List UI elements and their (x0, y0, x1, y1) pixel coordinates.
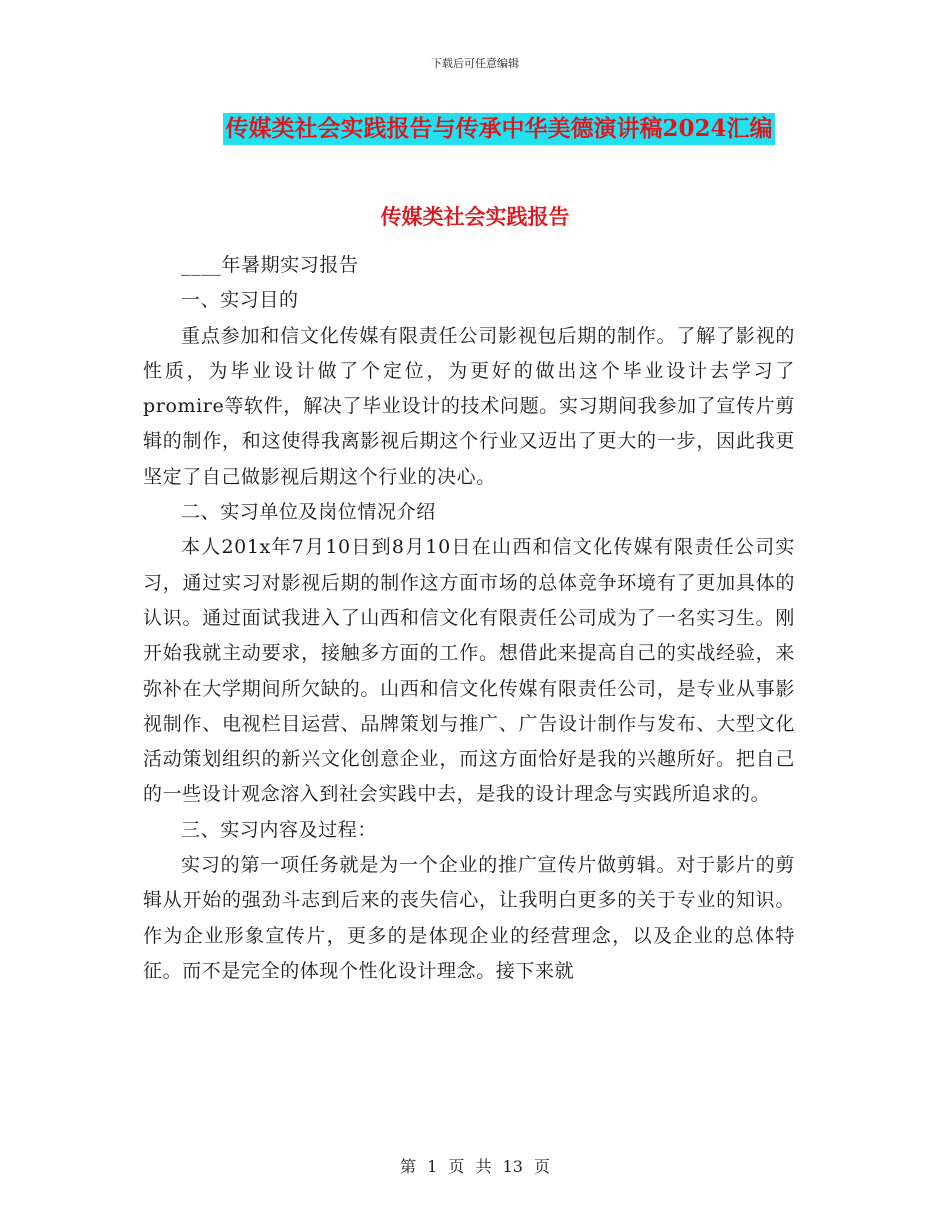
paragraph-purpose: 重点参加和信文化传媒有限责任公司影视包后期的制作。了解了影视的性质，为毕业设计做了个定位，为更好的做出这个毕业设计去学习了promire等软件，解决了毕业设计的技术问题。实习期间我参加了宣传片剪辑的制作，和这使得我离影视后期这个行业又迈出了更大的一步，因此我更坚定了自己做影视后期这个行业的决心。 (143, 324, 795, 488)
paragraph-content: 实习的第一项任务就是为一个企业的推广宣传片做剪辑。对于影片的剪辑从开始的强劲斗志到后来的丧失信心，让我明白更多的关于专业的知识。作为企业形象宣传片，更多的是体现企业的经营理念，以及企业的总体特征。而不是完全的体现个性化设计理念。接下来就 (143, 854, 795, 982)
page-number-footer: 第 1 页 共 13 页 (400, 1157, 550, 1176)
main-title-container (0, 113, 950, 145)
page-header-note: 下载后可任意编辑 (431, 57, 519, 70)
report-year-line: ____年暑期实习报告 (181, 254, 359, 276)
section-title: 传媒类社会实践报告 (380, 204, 570, 229)
main-title: 传媒类社会实践报告与传承中华美德演讲稿2024汇编 (223, 113, 774, 145)
heading-content: 三、实习内容及过程： (181, 818, 378, 841)
document-body (143, 248, 795, 989)
heading-unit: 二、实习单位及岗位情况介绍 (181, 501, 436, 524)
paragraph-unit: 本人201x年7月10日到8月10日在山西和信文化传媒有限责任公司实习，通过实习对影视后期的制作这方面市场的总体竞争环境有了更加具体的认识。通过面试我进入了山西和信文化有限责任公司成为了一名实习生。刚开始我就主动要求，接触多方面的工作。想借此来提高自己的实战经验，来弥补在大学期间所欠缺的。山西和信文化传媒有限责任公司，是专业从事影视制作、电视栏目运营、品牌策划与推广、广告设计制作与发布、大型文化活动策划组织的新兴文化创意企业，而这方面恰好是我的兴趣所好。把自己的一些设计观念溶入到社会实践中去，是我的设计理念与实践所追求的。 (143, 536, 795, 806)
heading-purpose: 一、实习目的 (181, 289, 299, 312)
